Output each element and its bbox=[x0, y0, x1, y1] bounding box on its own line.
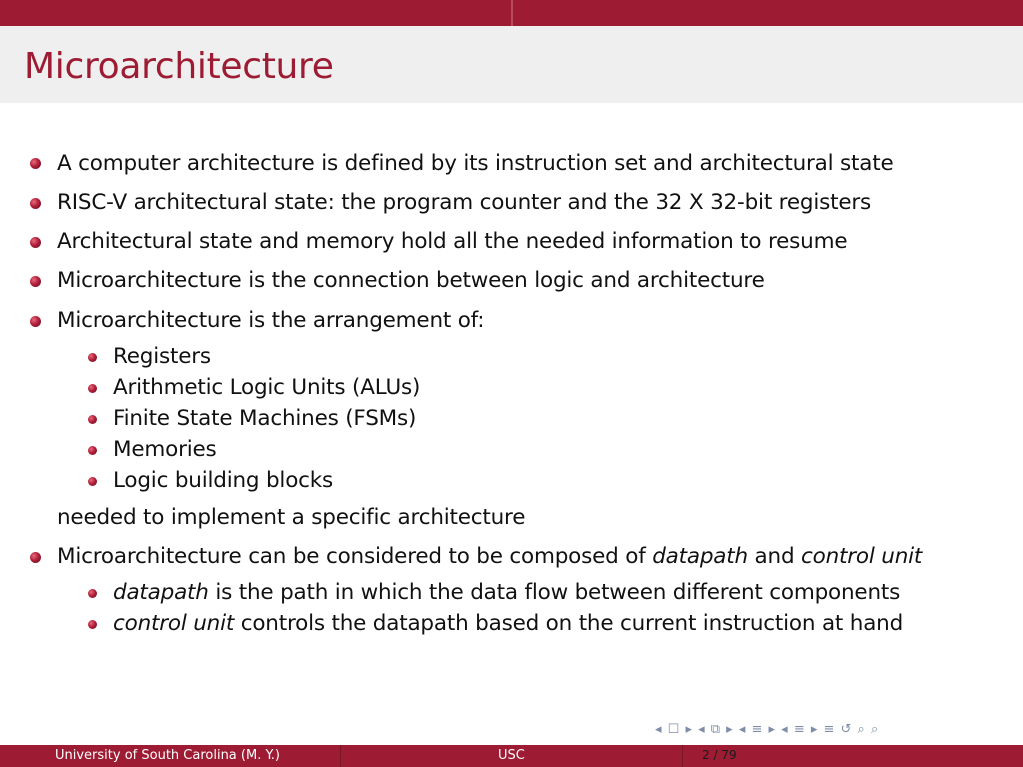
top-banner bbox=[0, 0, 1023, 26]
beamer-navigation-icons[interactable]: ◂ ☐ ▸ ◂ ⧉ ▸ ◂ ≡ ▸ ◂ ≡ ▸ ≡ ↺ ⌕ ⌕ bbox=[655, 722, 880, 737]
page-title: Microarchitecture bbox=[24, 46, 334, 87]
sub-bullet-icon bbox=[88, 415, 97, 424]
bullet-text: Microarchitecture is the connection between logic and architecture bbox=[57, 268, 765, 293]
term-control-unit: control unit bbox=[801, 544, 923, 569]
sub-bullet-icon bbox=[88, 353, 97, 362]
footer-page-number: 2 / 79 bbox=[702, 748, 737, 762]
footer-divider bbox=[682, 745, 683, 767]
sub-bullet-text: Logic building blocks bbox=[113, 468, 334, 493]
bullet-text: Architectural state and memory hold all the needed information to resume bbox=[57, 229, 848, 254]
bullet-text bbox=[57, 544, 922, 569]
sub-bullet-text: Finite State Machines (FSMs) bbox=[113, 406, 417, 431]
text-part: and bbox=[747, 544, 802, 569]
bullet-icon bbox=[30, 237, 41, 248]
sub-bullet-text bbox=[113, 611, 903, 636]
footer-institute: USC bbox=[498, 748, 525, 763]
sub-bullet-text bbox=[113, 580, 900, 605]
bullet-text: RISC-V architectural state: the program counter and the 32 X 32-bit registers bbox=[57, 190, 871, 215]
text-part: Microarchitecture can be considered to be composed of bbox=[57, 544, 653, 569]
footer-divider bbox=[340, 745, 341, 767]
bullet-icon bbox=[30, 158, 41, 169]
sub-bullet-text: Arithmetic Logic Units (ALUs) bbox=[113, 375, 421, 400]
definition-text: is the path in which the data flow between different components bbox=[208, 580, 901, 605]
sub-bullet-text: Registers bbox=[113, 344, 211, 369]
bullet-icon bbox=[30, 316, 41, 327]
continuation-text: needed to implement a specific architecture bbox=[57, 505, 526, 530]
bullet-text: A computer architecture is defined by its instruction set and architectural state bbox=[57, 151, 894, 176]
sub-bullet-text: Memories bbox=[113, 437, 217, 462]
sub-bullet-icon bbox=[88, 620, 97, 629]
bullet-icon bbox=[30, 198, 41, 209]
sub-bullet-icon bbox=[88, 589, 97, 598]
bullet-text: Microarchitecture is the arrangement of: bbox=[57, 308, 485, 333]
bullet-icon bbox=[30, 276, 41, 287]
sub-bullet-icon bbox=[88, 477, 97, 486]
term-datapath: datapath bbox=[113, 580, 209, 605]
top-banner-right bbox=[513, 0, 1023, 26]
term-control-unit: control unit bbox=[113, 611, 235, 636]
title-bar bbox=[0, 26, 1023, 103]
top-banner-left bbox=[0, 0, 511, 26]
bullet-icon bbox=[30, 552, 41, 563]
footer-author: University of South Carolina (M. Y.) bbox=[55, 748, 280, 763]
sub-bullet-icon bbox=[88, 446, 97, 455]
definition-text: controls the datapath based on the current instruction at hand bbox=[234, 611, 904, 636]
sub-bullet-icon bbox=[88, 384, 97, 393]
term-datapath: datapath bbox=[652, 544, 748, 569]
footer-bar bbox=[0, 745, 1023, 767]
